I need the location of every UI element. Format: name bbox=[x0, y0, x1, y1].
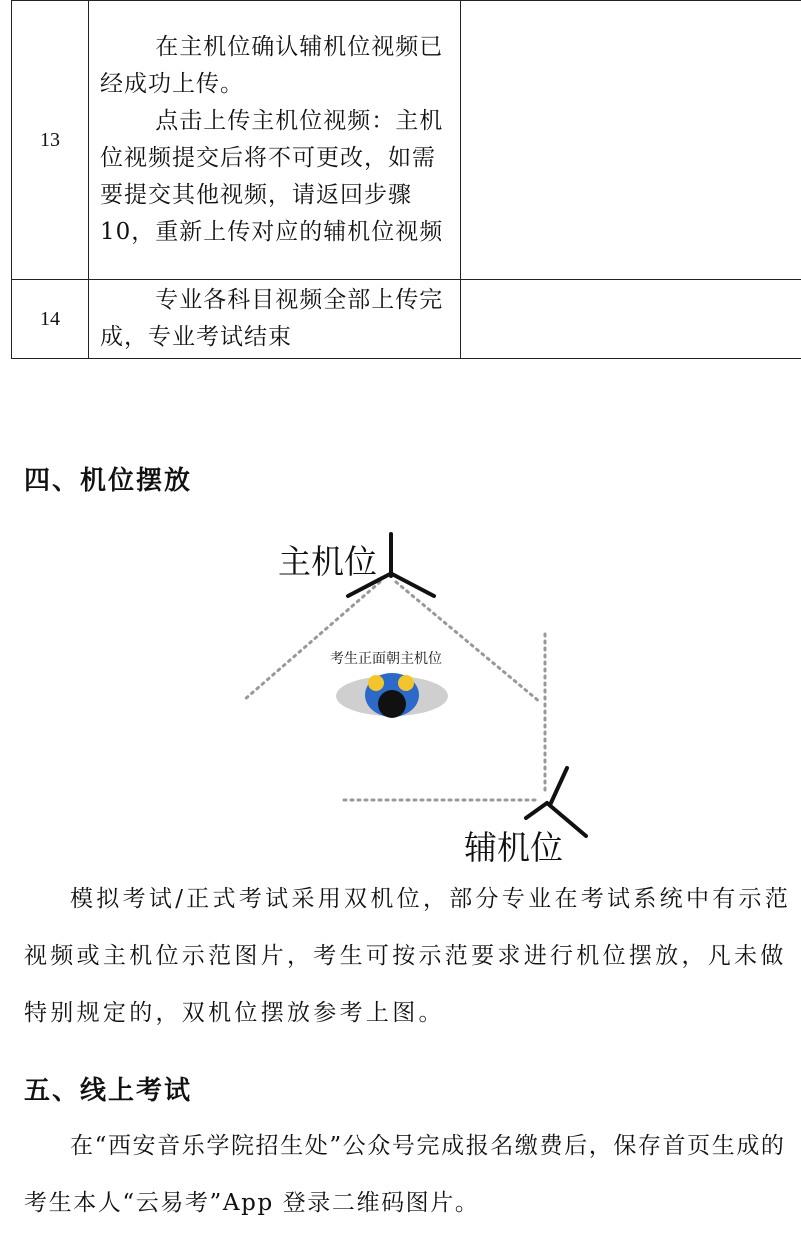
examinee-facing-label: 考生正面朝主机位 bbox=[330, 651, 442, 667]
examinee-icon bbox=[336, 673, 448, 718]
step-description bbox=[89, 280, 461, 359]
section-heading-online-exam: 五、线上考试 bbox=[24, 1076, 193, 1106]
step-description bbox=[89, 1, 461, 280]
step-text: 专业各科目视频全部上传完成，专业考试结束 bbox=[100, 287, 444, 350]
camera-placement-diagram bbox=[230, 530, 610, 870]
step-text: 在主机位确认辅机位视频已经成功上传。 bbox=[100, 34, 444, 97]
step-number: 13 bbox=[12, 1, 89, 280]
step-text: 点击上传主机位视频：主机位视频提交后将不可更改，如需要提交其他视频，请返回步骤 10，重新上传对应的辅机位视频 bbox=[100, 108, 444, 245]
step-note bbox=[461, 280, 801, 359]
step-number: 14 bbox=[12, 280, 89, 359]
online-exam-paragraph: 在“西安音乐学院招生处”公众号完成报名缴费后，保存首页生成的考生本人“云易考”App 登录二维码图片。 bbox=[24, 1133, 786, 1216]
step-note bbox=[461, 1, 801, 280]
steps-table bbox=[11, 0, 801, 359]
camera-placement-paragraph: 模拟考试/正式考试采用双机位，部分专业在考试系统中有示范视频或主机位示范图片，考生可按示范要求进行机位摆放，凡未做特别规定的，双机位摆放参考上图。 bbox=[24, 886, 792, 1026]
table-row bbox=[12, 1, 801, 280]
main-camera-label: 主机位 bbox=[278, 542, 377, 581]
aux-camera-label: 辅机位 bbox=[464, 828, 563, 867]
table-row bbox=[12, 280, 801, 359]
section-heading-camera-placement: 四、机位摆放 bbox=[24, 466, 193, 496]
